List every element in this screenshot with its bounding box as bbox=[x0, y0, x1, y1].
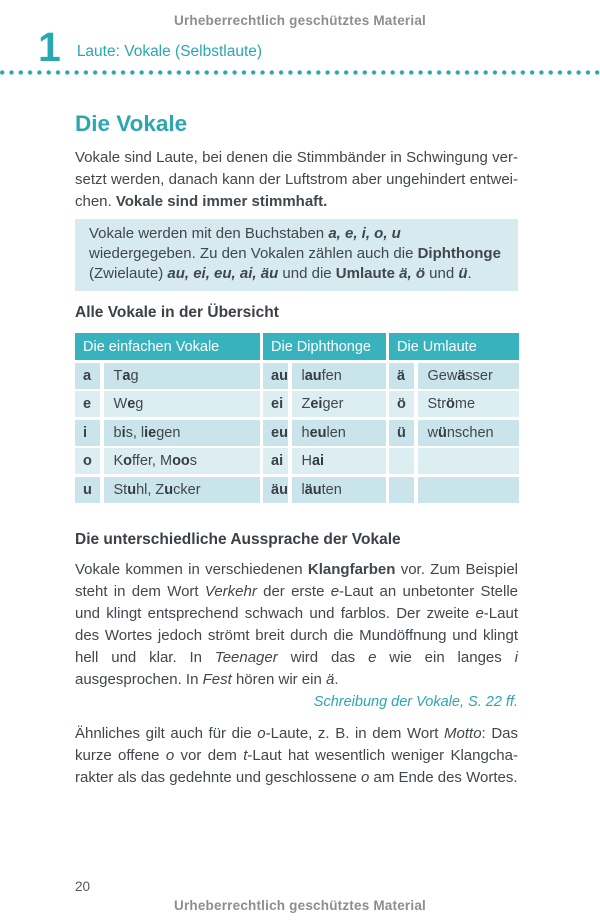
info-box-text: Vokale werden mit den Buchstaben a, e, i, o, u wiedergegeben. Zu den Vokalen zählen auch die Diphthonge (Zwielaute) au, ei, eu, ai, äu und die Umlaute ä, ö und ü. bbox=[89, 225, 501, 282]
word-cell bbox=[418, 448, 519, 474]
letter-cell bbox=[389, 477, 414, 503]
table-header-cell: Die Umlaute bbox=[389, 333, 519, 360]
word-cell: Gew ä sser bbox=[418, 363, 519, 389]
letter-cell: ü bbox=[389, 420, 414, 446]
word-cell: Str ö me bbox=[418, 391, 519, 417]
bottom-copyright-text: Urheberrechtlich geschütztes Material bbox=[174, 898, 426, 913]
word-cell: l au fen bbox=[292, 363, 386, 389]
letter-cell: ai bbox=[263, 448, 288, 474]
table-header-cell: Die Diphthonge bbox=[263, 333, 386, 360]
vowel-table bbox=[75, 333, 518, 503]
info-box bbox=[75, 219, 518, 291]
letter-cell bbox=[389, 448, 414, 474]
word-cell: Z ei ger bbox=[292, 391, 386, 417]
word-cell: St u hl, Z u cker bbox=[104, 477, 260, 503]
letter-cell: o bbox=[75, 448, 100, 474]
letter-cell: eu bbox=[263, 420, 288, 446]
table-header-cell: Die einfachen Vokale bbox=[75, 333, 260, 360]
letter-cell: ei bbox=[263, 391, 288, 417]
word-cell: T a g bbox=[104, 363, 260, 389]
section-heading-pronunciation: Die unterschiedliche Aussprache der Vokale bbox=[75, 530, 401, 548]
chapter-number: 1 bbox=[38, 24, 61, 70]
word-cell: H ai bbox=[292, 448, 386, 474]
top-copyright-text: Urheberrechtlich geschütztes Material bbox=[174, 13, 426, 28]
chapter-header bbox=[38, 24, 263, 70]
letter-cell: ä bbox=[389, 363, 414, 389]
letter-cell: u bbox=[75, 477, 100, 503]
section-heading-overview: Alle Vokale in der Übersicht bbox=[75, 304, 279, 321]
word-cell: w ü nschen bbox=[418, 420, 519, 446]
word-cell: h eu len bbox=[292, 420, 386, 446]
letter-cell: e bbox=[75, 391, 100, 417]
letter-cell: i bbox=[75, 420, 100, 446]
word-cell: b i s, l ie gen bbox=[104, 420, 260, 446]
word-cell: l äu ten bbox=[292, 477, 386, 503]
word-cell bbox=[418, 477, 519, 503]
page-content bbox=[75, 75, 518, 789]
letter-cell: ö bbox=[389, 391, 414, 417]
page-title: Die Vokale bbox=[75, 111, 188, 136]
word-cell: W e g bbox=[104, 391, 260, 417]
chapter-title: Laute: Vokale (Selbstlaute) bbox=[76, 43, 263, 60]
page-number: 20 bbox=[75, 879, 91, 894]
intro-paragraph: Vokale sind Laute, bei denen die Stimmbänder in Schwingung versetzt werden, danach kann der Luftstrom aber ungehindert entweichen. Vokale sind immer stimmhaft. bbox=[75, 149, 518, 210]
word-cell: K o ffer, M oo s bbox=[104, 448, 260, 474]
letter-cell: a bbox=[75, 363, 100, 389]
pronunciation-paragraph: Vokale kommen in verschiedenen Klangfarben vor. Zum Beispiel steht in dem Wort Verkehr der erste e-Laut an unbetonter Stelle und klingt entsprechend schwach und farblos. Der zweite e-Laut des Wortes jedoch strömt breit durch die Mundöffnung und klingt hell und klar. In Teenager wird das e wie ein langes i ausgesprochen. In Fest hören wir ein ä. bbox=[75, 560, 518, 688]
cross-reference: Schreibung der Vokale, S. 22 ff. bbox=[313, 693, 518, 710]
letter-cell: äu bbox=[263, 477, 288, 503]
letter-cell: au bbox=[263, 363, 288, 389]
o-sounds-paragraph: Ähnliches gilt auch für die o-Laute, z. B. in dem Wort Motto: Das kurze offene o vor dem t-Laut hat wesentlich weniger Klangcharakter als das gedehnte und geschlossene o am Ende des Wortes. bbox=[75, 724, 518, 786]
